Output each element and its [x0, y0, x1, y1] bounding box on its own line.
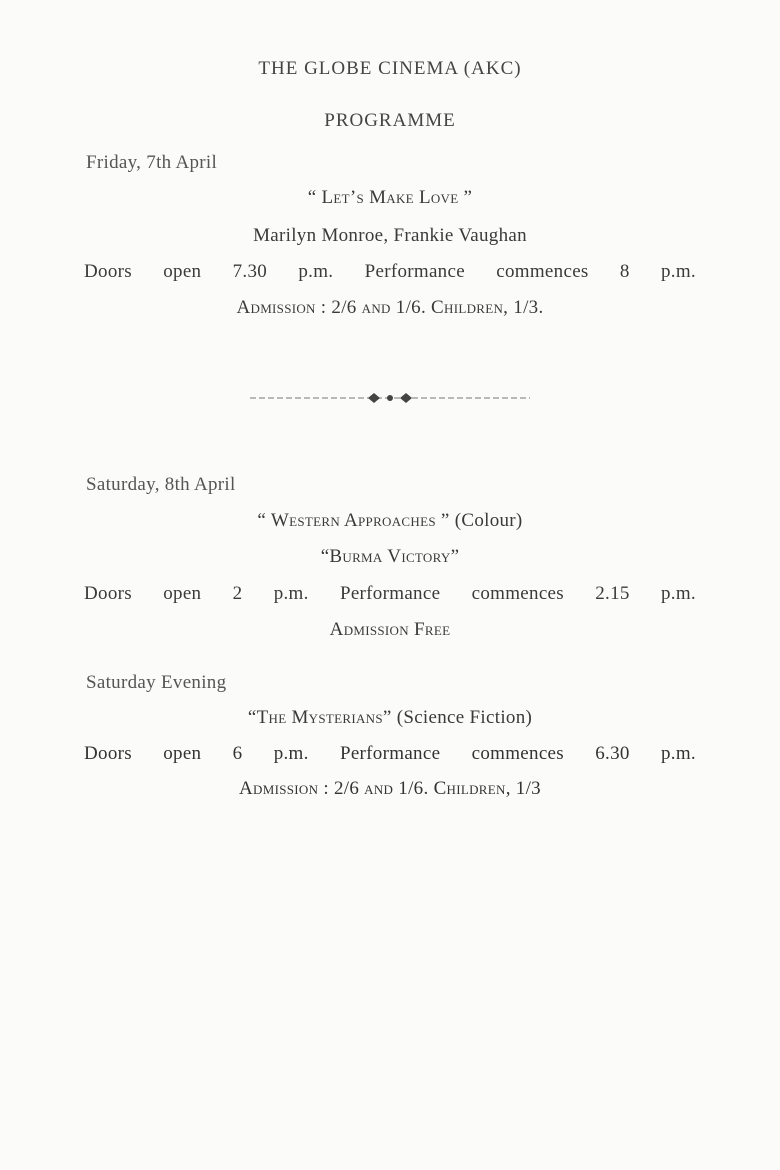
programme-heading: PROGRAMME	[324, 110, 456, 131]
word: 2	[232, 583, 243, 604]
word: Performance	[364, 261, 465, 282]
word: p.m.	[660, 261, 696, 282]
ornament-divider	[250, 388, 530, 408]
friday-admission: Admission : 2/6 and 1/6. Children, 1/3.	[236, 297, 544, 318]
word: commences	[471, 583, 564, 604]
saturday-evening-film-note: (Science Fiction)	[396, 707, 533, 728]
saturday-evening-heading: Saturday Evening	[86, 672, 227, 693]
cinema-title: THE GLOBE CINEMA (AKC)	[258, 58, 522, 79]
word: p.m.	[298, 261, 334, 282]
word: commences	[471, 743, 564, 764]
word: Doors	[84, 261, 132, 282]
saturday-film1-title: “ Western Approaches ”	[257, 510, 450, 531]
saturday-film1-note: (Colour)	[454, 510, 523, 531]
word: p.m.	[660, 743, 696, 764]
friday-doors-line	[84, 261, 696, 283]
saturday-doors-line	[84, 583, 696, 605]
saturday-date: Saturday, 8th April	[86, 474, 236, 495]
word: Performance	[339, 583, 441, 604]
word: 6	[232, 743, 243, 764]
saturday-evening-admission: Admission : 2/6 and 1/6. Children, 1/3	[239, 778, 541, 799]
word: 8	[619, 261, 630, 282]
word: 7.30	[232, 261, 268, 282]
word: p.m.	[273, 743, 309, 764]
saturday-evening-film-line	[0, 707, 780, 729]
saturday-film2-title: “Burma Victory”	[320, 546, 460, 567]
word: open	[163, 261, 202, 282]
word: Performance	[339, 743, 441, 764]
saturday-film1-line	[0, 510, 780, 532]
word: p.m.	[660, 583, 696, 604]
saturday-admission: Admission Free	[329, 619, 451, 640]
friday-date: Friday, 7th April	[86, 152, 218, 173]
word: Doors	[84, 583, 132, 604]
friday-film-title: “ Let’s Make Love ”	[307, 187, 473, 208]
word: commences	[496, 261, 589, 282]
word: 6.30	[595, 743, 630, 764]
word: Doors	[84, 743, 132, 764]
word: open	[163, 743, 202, 764]
saturday-evening-film-title: “The Mysterians”	[247, 707, 392, 728]
word: open	[163, 583, 202, 604]
saturday-evening-doors-line	[84, 743, 696, 765]
word: p.m.	[273, 583, 309, 604]
word: 2.15	[595, 583, 630, 604]
friday-cast: Marilyn Monroe, Frankie Vaughan	[253, 225, 527, 246]
